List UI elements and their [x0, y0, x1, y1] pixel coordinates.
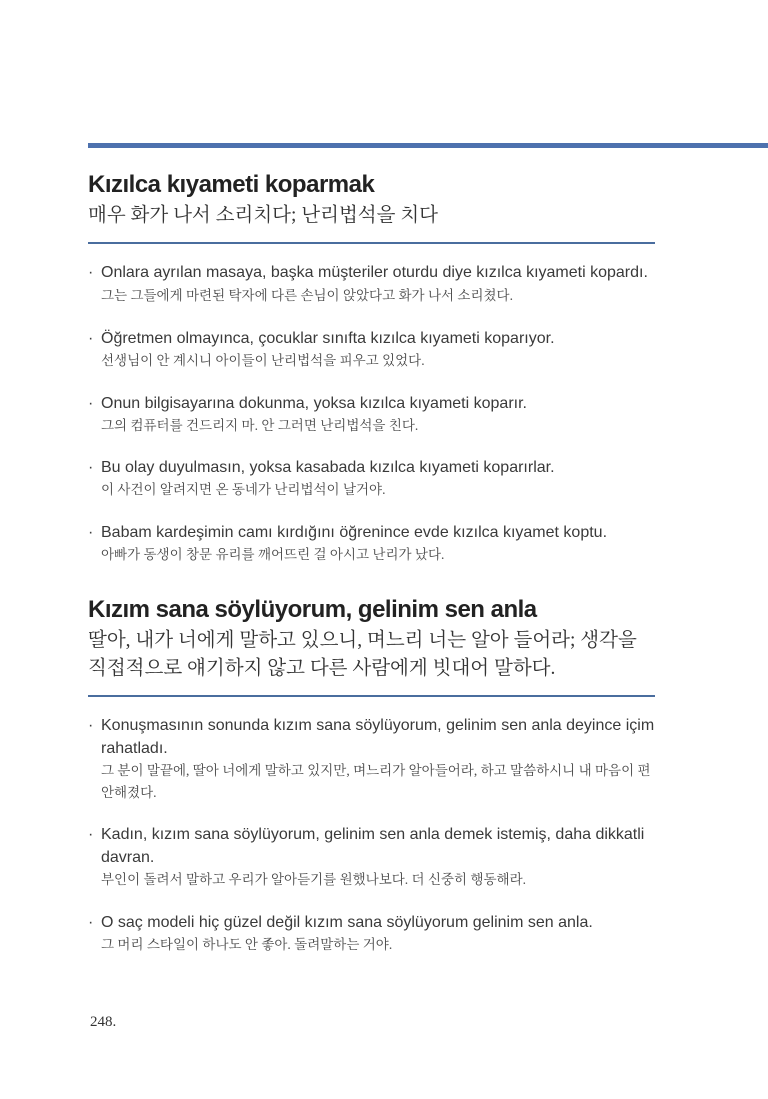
section-1-title: Kızılca kıyameti koparmak: [88, 171, 375, 198]
bullet-glyph: ·: [88, 330, 94, 347]
example-korean: 그는 그들에게 마련된 탁자에 다른 손님이 앉았다고 화가 나서 소리쳤다.: [101, 288, 513, 303]
example-item: [88, 327, 660, 372]
bullet-glyph: ·: [88, 717, 94, 734]
example-turkish: Konuşmasının sonunda kızım sana söylüyorum, gelinim sen anla deyince içim rahatladı.: [101, 717, 655, 757]
section-2-subtitle-korean: 딸아, 내가 너에게 말하고 있으니, 며느리 너는 알아 들어라; 생각을 직접적으로 얘기하지 않고 다른 사람에게 빗대어 말하다.: [88, 630, 637, 679]
example-turkish: Onun bilgisayarına dokunma, yoksa kızılca kıyameti koparır.: [101, 394, 527, 412]
section-2-examples: [88, 714, 660, 955]
bullet-glyph: ·: [88, 523, 94, 541]
example-item: [88, 456, 660, 501]
bullet-glyph: ·: [88, 394, 94, 412]
bullet-glyph: ·: [88, 913, 94, 931]
example-korean: 그의 컴퓨터를 건드리지 마. 안 그러면 난리법석을 친다.: [101, 417, 419, 433]
section-1-subtitle-korean: 매우 화가 나서 소리치다; 난리법석을 치다: [88, 205, 439, 226]
top-accent-bar: [88, 143, 768, 148]
example-korean: 부인이 돌려서 말하고 우리가 알아듣기를 원했나보다. 더 신중히 행동해라.: [101, 872, 526, 887]
section-2-divider: [88, 695, 655, 697]
section-1-divider: [88, 242, 655, 244]
bullet-glyph: ·: [88, 826, 94, 843]
example-turkish: Kadın, kızım sana söylüyorum, gelinim sen anla demek istemiş, daha dikkatli davran.: [101, 826, 645, 866]
example-turkish: Babam kardeşimin camı kırdığını öğrenince evde kızılca kıyamet koptu.: [101, 523, 608, 541]
section-1-examples: [88, 261, 660, 565]
example-korean: 선생님이 안 계시니 아이들이 난리법석을 피우고 있었다.: [101, 353, 425, 368]
section-2-title: Kızım sana söylüyorum, gelinim sen anla: [88, 596, 537, 623]
page-number: 248.: [90, 1014, 117, 1030]
example-turkish: Onlara ayrılan masaya, başka müşteriler oturdu diye kızılca kıyameti kopardı.: [101, 264, 648, 281]
page-content: [88, 143, 768, 975]
example-korean: 아빠가 동생이 창문 유리를 깨어뜨린 걸 아시고 난리가 났다.: [101, 546, 445, 562]
example-item: [88, 261, 660, 307]
example-item: [88, 714, 660, 803]
example-korean: 이 사건이 알려지면 온 동네가 난리법석이 날거야.: [101, 482, 386, 497]
example-turkish: O saç modeli hiç güzel değil kızım sana söylüyorum gelinim sen anla.: [101, 913, 593, 931]
bullet-glyph: ·: [88, 264, 94, 281]
bullet-glyph: ·: [88, 459, 94, 476]
example-item: [88, 392, 660, 437]
example-turkish: Bu olay duyulmasın, yoksa kasabada kızılca kıyameti koparırlar.: [101, 459, 555, 476]
example-korean: 그 머리 스타일이 하나도 안 좋아. 돌려말하는 거야.: [101, 936, 393, 952]
example-sentence: [101, 261, 649, 307]
example-item: [88, 521, 660, 566]
example-item: [88, 823, 660, 891]
example-turkish: Öğretmen olmayınca, çocuklar sınıfta kızılca kıyameti koparıyor.: [101, 330, 555, 347]
example-korean: 그 분이 말끝에, 딸아 너에게 말하고 있지만, 며느리가 알아들어라, 하고 말씀하시니 내 마음이 편안해졌다.: [101, 763, 651, 800]
example-item: [88, 911, 660, 956]
